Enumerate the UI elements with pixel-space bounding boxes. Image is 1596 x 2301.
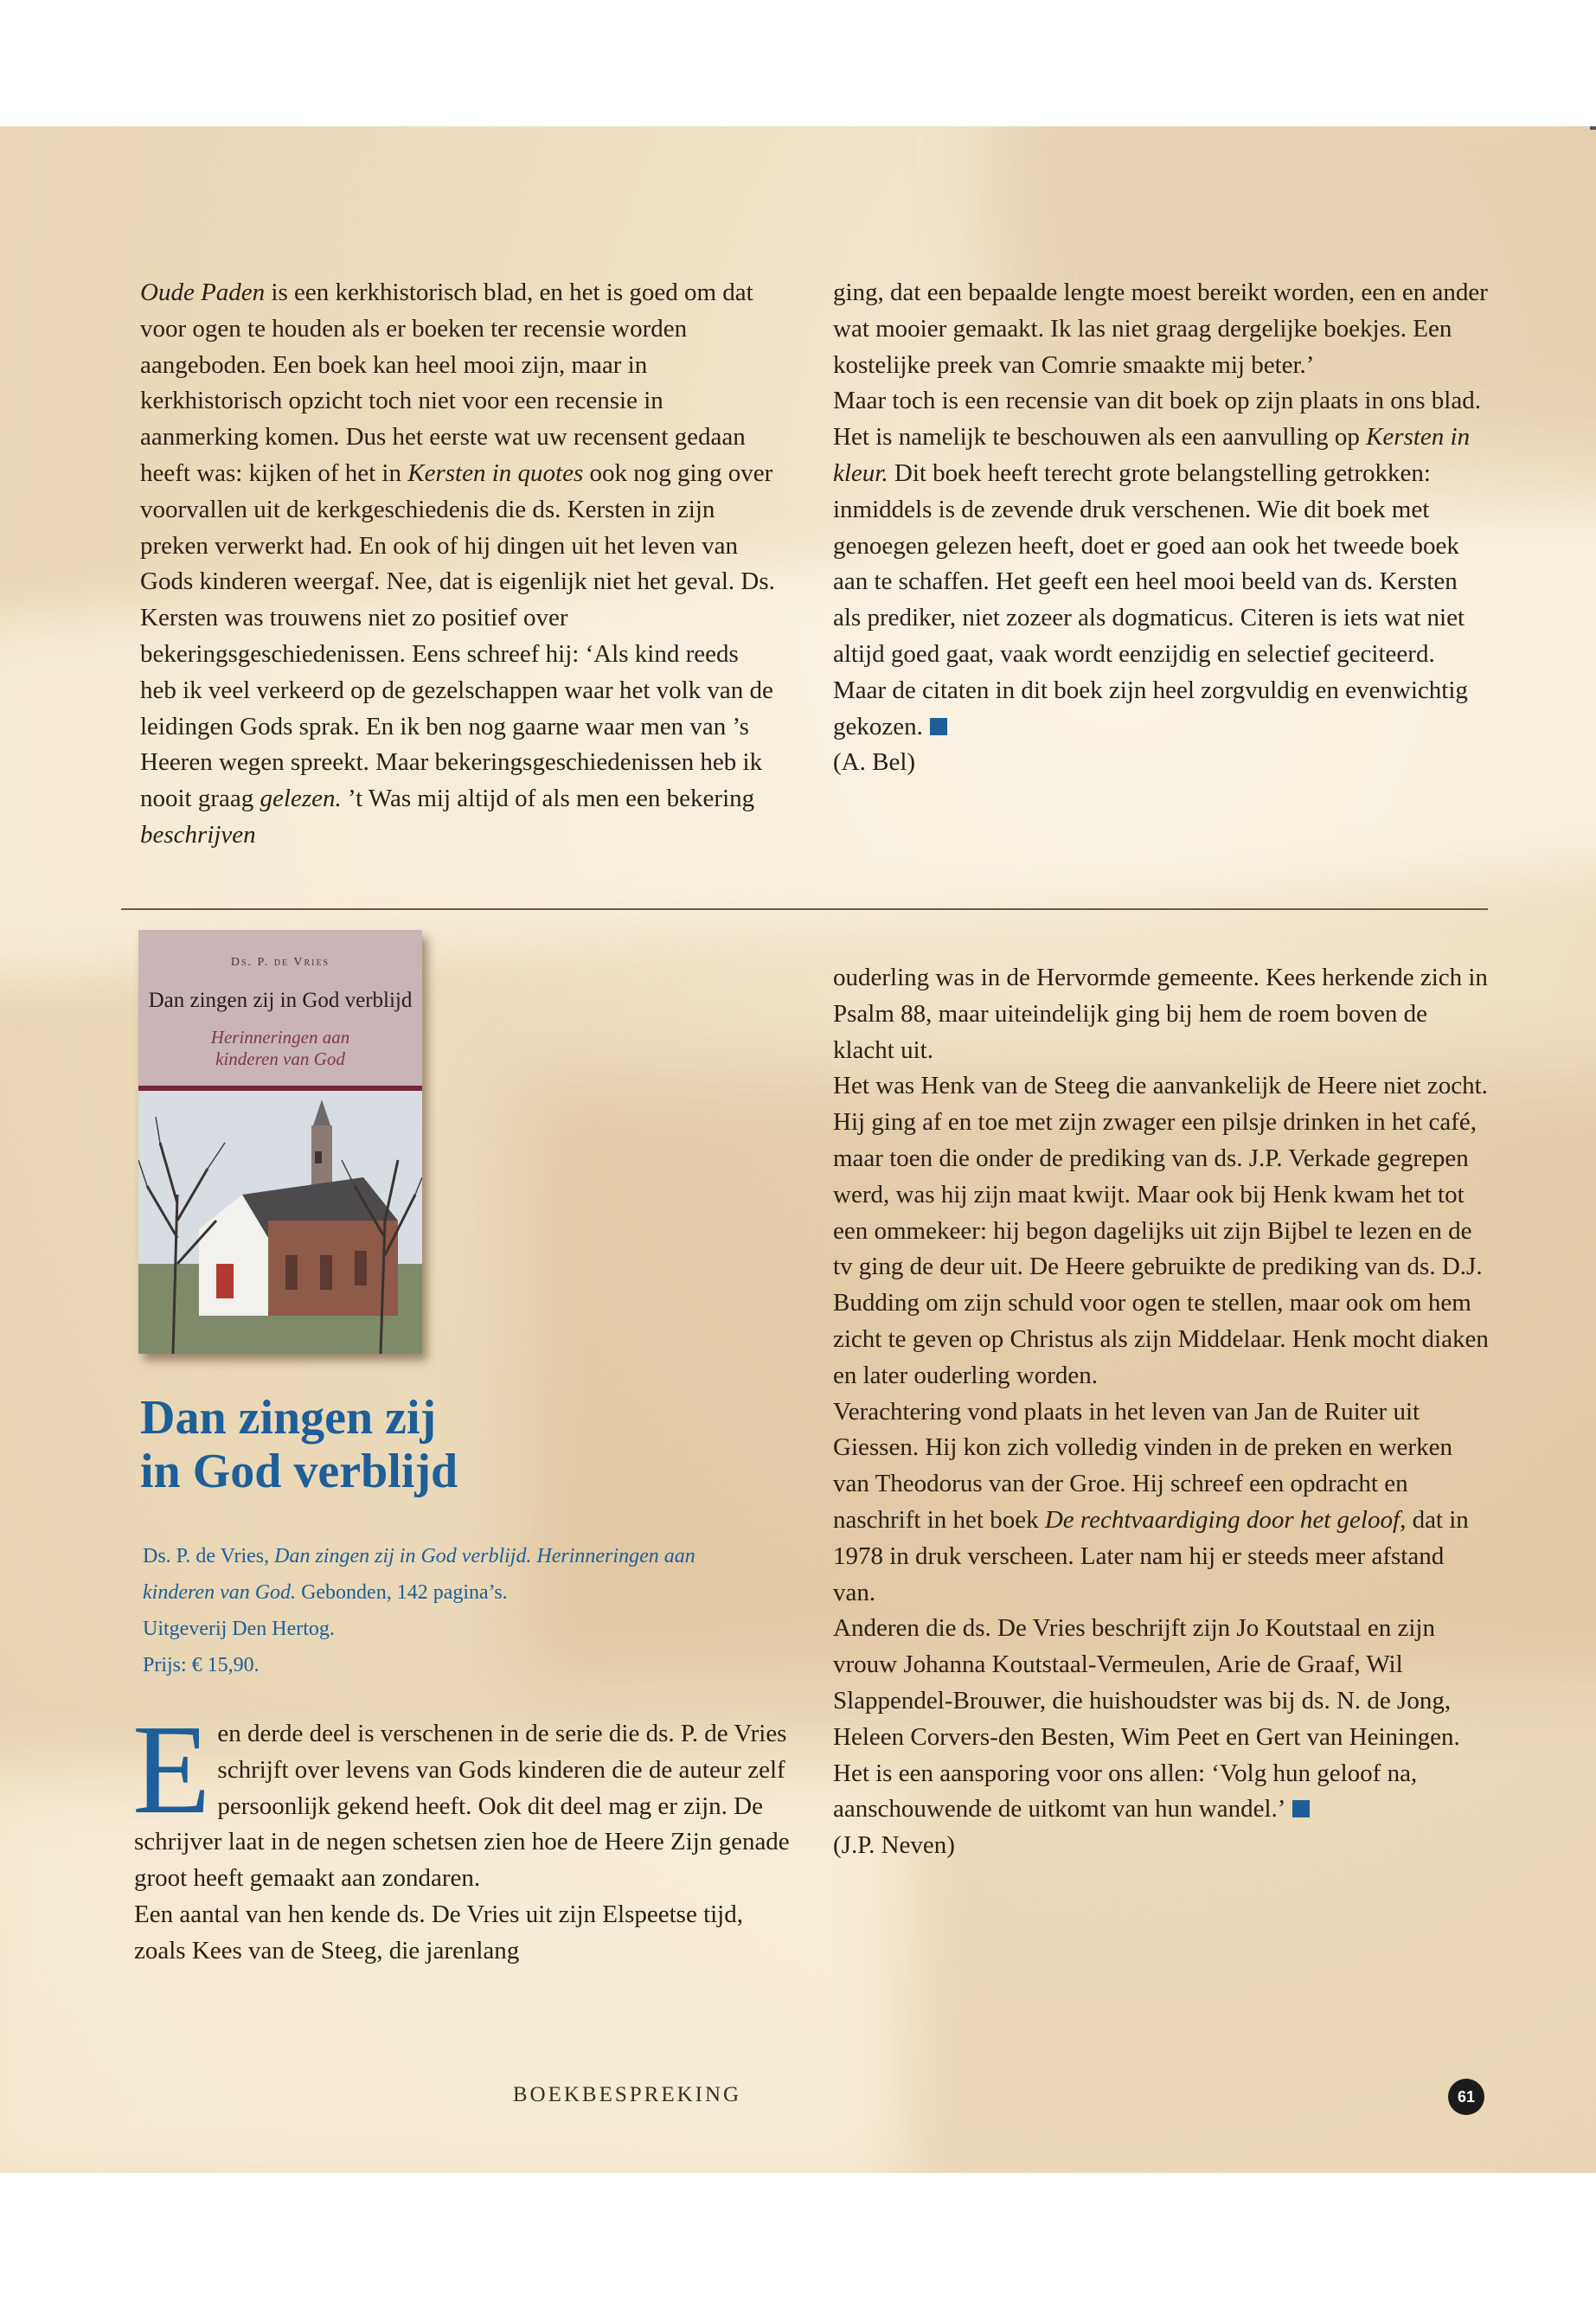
review2-paragraph [833, 1394, 1490, 1612]
cover-subtitle-line: Herinneringen aan [210, 1027, 350, 1048]
headline-line: Dan zingen zij [140, 1391, 437, 1445]
section-divider [121, 908, 1488, 910]
book-info-line: Uitgeverij Den Hertog. [143, 1618, 335, 1640]
cover-subtitle-line: kinderen van God [215, 1048, 345, 1069]
review2-column-left [132, 1699, 792, 1970]
review1-signature: (A. Bel) [833, 748, 916, 777]
book-info-line [143, 1538, 800, 1574]
text-run: beschrijven [140, 820, 256, 849]
review1-paragraph-text [833, 387, 1481, 740]
text-run: kinderen van God. [143, 1581, 297, 1604]
page-number: 61 [1448, 2079, 1484, 2115]
footer-section-label: BOEKBESPREKING [512, 2083, 742, 2106]
review2-headline [140, 1391, 458, 1498]
text-run: ’t Was mij altijd of als men een bekering [341, 785, 755, 813]
review1-column-left [140, 275, 780, 854]
book-info-line: Prijs: € 15,90. [143, 1654, 260, 1676]
text-run: , dat in 1978 in druk verscheen. Later nam hij er steeds meer afstand van. [833, 1505, 1469, 1606]
review2-paragraph-text: Anderen die ds. De Vries beschrijft zijn Jo Koutstaal en zijn vrouw Johanna Koutstaal-Vermeulen, Arie de Graaf, Wil Slappendel-Brouwer, die huishoudster was bij ds. N. de Jong, Heleen Corvers-den Besten, Wim Peet en Gert van Heiningen. Het is een aansporing voor ons allen: ‘Volg hun geloof na, aanschouwende de uitkomt van hun wandel.’ [833, 1614, 1460, 1823]
drop-cap: E [132, 1699, 211, 1841]
review2-paragraph [833, 1611, 1490, 1828]
review2-paragraph: Het was Henk van de Steeg die aanvankelijk de Heere niet zocht. Hij ging af en toe met zijn zwager een pilsje drinken in het café, maar toen die onder de prediking van ds. J.P. Verkade gegrepen werd, was hij zijn maat kwijt. Maar ook bij Henk kwam het tot een ommekeer: hij begon dagelijks uit zijn Bijbel te lezen en de tv ging de deur uit. De Heere gebruikte de prediking van ds. D.J. Budding om zijn schuld voor ogen te stellen, maar ook om hem zicht te geven op Christus als zijn Middelaar. Henk mocht diaken en later ouderling worden. [833, 1072, 1489, 1389]
review2-column-right [833, 960, 1490, 1864]
text-run: Gebonden, 142 pagina’s. [296, 1581, 508, 1604]
end-mark-icon [1292, 1800, 1310, 1817]
review2-paragraph: ouderling was in de Hervormde gemeente. Kees herkende zich in Psalm 88, maar uiteindelijk ging bij hem de roem boven de klacht uit. [833, 964, 1488, 1064]
review2-paragraph-text: en derde deel is verschenen in de serie die ds. P. de Vries schrijft over levens van Gods kinderen die de auteur zelf persoonlijk gekend heeft. Ook dit deel mag er zijn. De schrijver laat in de negen schetsen zien hoe de Heere Zijn genade groot heeft gemaakt aan zondaren. [134, 1720, 790, 1893]
review2-paragraph [132, 1699, 792, 1897]
text-run: Kersten in kleur. [833, 423, 1471, 487]
book-info-line [143, 1574, 800, 1611]
cover-author: Ds. P. de Vries [230, 956, 330, 969]
cover-subtitle [138, 1027, 422, 1070]
review1-paragraph [140, 275, 780, 854]
book-info [143, 1538, 800, 1683]
text-run: Ds. P. de Vries, [143, 1545, 275, 1567]
review1-paragraph [833, 383, 1490, 745]
cover-title: Dan zingen zij in God verblijd [148, 989, 413, 1012]
text-run: Dan zingen zij in God verblijd. Herinneringen aan [274, 1545, 695, 1567]
book-cover [138, 930, 422, 1354]
cover-church-photo [138, 1091, 422, 1354]
end-mark-icon [930, 718, 947, 735]
text-run: ook nog ging over voorvallen uit de kerkgeschiedenis die ds. Kersten in zijn preken verwerkt had. En ook of hij dingen uit het leven van Gods kinderen weergaf. Nee, dat is eigenlijk niet het geval. Ds. Kersten was trouwens niet zo positief over bekeringsgeschiedenissen. Eens schreef hij: ‘Als kind reeds heb ik veel verkeerd op de gezelschappen waar het volk van de leidingen Gods sprak. En ik ben nog gaarne waar men van ’s Heeren wegen spreekt. Maar bekeringsgeschiedenissen heb ik nooit graag [140, 458, 775, 813]
text-run: Verachtering vond plaats in het leven van Jan de Ruiter uit Giessen. Hij kon zich volledig vinden in de preken en werken van Theodorus van der Groe. Hij schreef een opdracht en naschrift in het boek [833, 1397, 1452, 1534]
review1-column-right [833, 275, 1490, 781]
page-edge-mark [1590, 126, 1596, 130]
text-run: gelezen. [260, 785, 342, 813]
text-run: is een kerkhistorisch blad, en het is goed om dat voor ogen te houden als er boeken ter recensie worden aangeboden. Een boek kan heel mooi zijn, maar in kerkhistorisch opzicht toch niet voor een recensie in aanmerking komen. Dus het eerste wat uw recensent gedaan heeft was: kijken of het in [140, 279, 753, 487]
text-run: Kersten in quotes [407, 458, 584, 487]
review1-paragraph: ging, dat een bepaalde lengte moest bereikt worden, een en ander wat mooier gemaakt. Ik las niet graag dergelijke boekjes. Een kostelijke preek van Comrie smaakte mij beter.’ [833, 279, 1488, 379]
headline-line: in God verblijd [140, 1445, 458, 1498]
text-run: De rechtvaardiging door het geloof [1044, 1505, 1401, 1534]
text-run: Oude Paden [140, 279, 266, 306]
text-run: Maar toch is een recensie van dit boek op zijn plaats in ons blad. Het is namelijk te beschouwen als een aanvulling op [833, 387, 1481, 452]
text-run: Dit boek heeft terecht grote belangstelling getrokken: inmiddels is de zevende druk verschenen. Wie dit boek met genoegen gelezen heeft, doet er goed aan ook het tweede boek aan te schaffen. Het geeft een heel mooi beeld van ds. Kersten als prediker, niet zozeer als dogmaticus. Citeren is iets wat niet altijd goed gaat, vaak wordt eenzijdig en selectief geciteerd. Maar de citaten in dit boek zijn heel zorgvuldig en evenwichtig gekozen. [833, 458, 1468, 740]
review2-paragraph: Een aantal van hen kende ds. De Vries uit zijn Elspeetse tijd, zoals Kees van de Steeg, die jarenlang [134, 1900, 743, 1965]
review2-signature: (J.P. Neven) [833, 1831, 955, 1860]
